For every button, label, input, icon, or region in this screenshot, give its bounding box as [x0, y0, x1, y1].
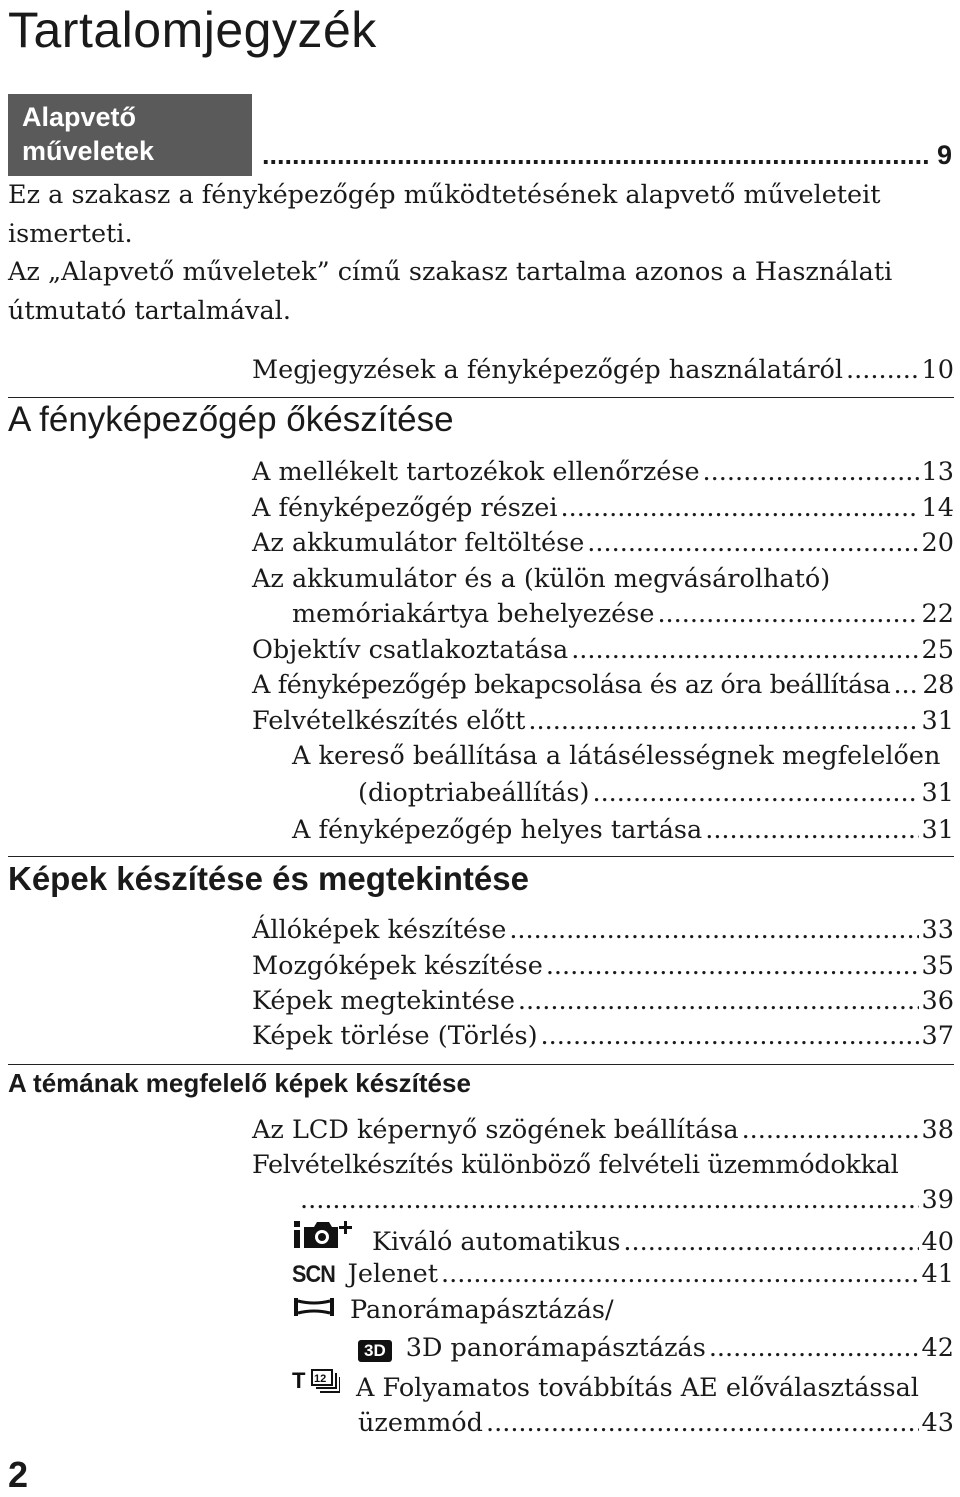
toc-entry-line[interactable]	[292, 1292, 954, 1328]
dot-leader	[561, 490, 919, 526]
toc-entry-line[interactable]: Felvételkészítés különböző felvételi üzemmódokkal	[252, 1150, 899, 1180]
sweep-panorama-icon	[292, 1292, 336, 1328]
entry-label: Megjegyzések a fényképezőgép használatáról	[252, 355, 844, 385]
dot-leader	[657, 596, 918, 632]
section-heading: Képek készítése és megtekintése	[8, 860, 529, 897]
dot-leader	[592, 775, 918, 811]
page-ref: 42	[921, 1333, 954, 1363]
dot-leader	[541, 1018, 919, 1054]
toc-entry[interactable]	[252, 525, 954, 561]
entry-label: Panorámapásztázás/	[350, 1295, 614, 1325]
basic-operations-intro	[8, 176, 953, 330]
dot-leader	[623, 1224, 918, 1260]
entry-label: Kiváló automatikus	[372, 1227, 621, 1257]
toc-entry[interactable]	[252, 490, 954, 526]
dot-leader	[742, 1112, 919, 1148]
basic-operations-leader	[262, 138, 952, 172]
entry-label: A Folyamatos továbbítás AE előválasztással	[356, 1373, 919, 1403]
toc-entry[interactable]	[252, 948, 954, 984]
dot-leader	[509, 912, 918, 948]
entry-label: Az LCD képernyő szögének beállítása	[252, 1115, 739, 1145]
page-ref: 37	[921, 1021, 954, 1051]
dot-leader	[846, 352, 919, 388]
toc-entry[interactable]	[292, 1256, 954, 1293]
entry-label: 3D panorámapásztázás	[405, 1333, 706, 1363]
entry-label: A fényképezőgép részei	[252, 493, 558, 523]
svg-text:12: 12	[314, 1373, 327, 1385]
entry-label: Képek törlése (Törlés)	[252, 1021, 538, 1051]
intro-paragraph-1: Ez a szakasz a fényképezőgép működtetésének alapvető műveleteit ismerteti.	[8, 180, 881, 249]
toc-entry[interactable]	[252, 667, 954, 703]
page-ref: 41	[921, 1259, 954, 1289]
entry-label: A mellékelt tartozékok ellenőrzése	[252, 457, 700, 487]
entry-label: Felvételkészítés előtt	[252, 706, 526, 736]
page-ref: 38	[921, 1115, 954, 1145]
dot-leader	[893, 667, 919, 703]
page-ref: 31	[921, 815, 954, 845]
page-ref: 13	[921, 457, 954, 487]
scn-icon: SCN	[292, 1261, 335, 1288]
dot-leader	[587, 525, 918, 561]
badge-line-2: műveletek	[22, 136, 155, 166]
page-ref: 22	[921, 599, 954, 629]
page-ref: 35	[921, 951, 954, 981]
3d-icon: 3D	[358, 1340, 392, 1362]
section-heading: A fényképezőgép őkészítése	[8, 400, 454, 439]
dot-leader	[518, 983, 919, 1019]
svg-text:T: T	[292, 1368, 306, 1393]
toc-entry[interactable]	[252, 1018, 954, 1054]
page-ref: 28	[922, 670, 954, 700]
page-ref: 33	[921, 915, 954, 945]
toc-entry[interactable]	[252, 703, 954, 739]
page-ref: 40	[921, 1227, 954, 1257]
toc-entry[interactable]	[300, 1182, 954, 1218]
page-ref[interactable]: 9	[936, 140, 952, 170]
page-ref: 14	[921, 493, 954, 523]
page-ref: 31	[921, 706, 954, 736]
entry-label: Az akkumulátor feltöltése	[252, 528, 585, 558]
page-ref: 10	[921, 355, 954, 385]
entry-label: Képek megtekintése	[252, 986, 515, 1016]
toc-entry[interactable]	[252, 983, 954, 1019]
dot-leader	[703, 454, 919, 490]
dot-leader	[486, 1405, 919, 1441]
dot-leader	[571, 632, 918, 668]
section-heading: A témának megfelelő képek készítése	[8, 1068, 471, 1098]
page-number: 2	[8, 1454, 29, 1495]
toc-entry[interactable]	[292, 596, 954, 632]
dot-leader	[709, 1330, 919, 1366]
entry-label: Állóképek készítése	[252, 915, 507, 945]
entry-label: A fényképezőgép helyes tartása	[292, 815, 703, 845]
continuous-advance-priority-ae-icon	[292, 1368, 340, 1406]
badge-line-1: Alapvető	[22, 102, 137, 132]
dot-leader	[528, 703, 918, 739]
page-ref: 43	[921, 1408, 954, 1438]
intro-paragraph-2: Az „Alapvető műveletek” című szakasz tartalma azonos a Használati útmutató tartalmával.	[8, 257, 893, 326]
dot-leader	[705, 812, 918, 848]
dot-leader	[441, 1256, 919, 1292]
page-ref: 31	[921, 778, 954, 808]
entry-label: Jelenet	[347, 1259, 438, 1289]
toc-entry[interactable]	[358, 1405, 954, 1441]
toc-entry[interactable]	[252, 632, 954, 668]
intelligent-auto-plus-icon	[292, 1218, 356, 1260]
toc-entry[interactable]	[358, 1330, 954, 1366]
dot-leader	[262, 138, 931, 172]
toc-entry[interactable]	[252, 1112, 954, 1148]
toc-entry[interactable]	[292, 1218, 954, 1260]
page-ref: 25	[921, 635, 954, 665]
entry-label: üzemmód	[358, 1408, 483, 1438]
page-title: Tartalomjegyzék	[8, 2, 377, 58]
toc-entry[interactable]	[292, 812, 954, 848]
toc-entry-line[interactable]: Az akkumulátor és a (külön megvásárolható)	[252, 564, 831, 594]
section-badge-basic-operations[interactable]	[8, 94, 252, 176]
entry-label: Objektív csatlakoztatása	[252, 635, 569, 665]
page-ref: 20	[921, 528, 954, 558]
page-ref: 36	[921, 986, 954, 1016]
toc-entry[interactable]	[252, 454, 954, 490]
entry-label: memóriakártya behelyezése	[292, 599, 655, 629]
entry-label: A fényképezőgép bekapcsolása és az óra beállítása	[252, 670, 891, 700]
toc-entry[interactable]	[358, 775, 954, 811]
toc-entry[interactable]	[252, 912, 954, 948]
page-ref: 39	[921, 1185, 954, 1215]
dot-leader	[546, 948, 919, 984]
entry-label: Mozgóképek készítése	[252, 951, 543, 981]
toc-entry[interactable]	[252, 352, 954, 388]
toc-entry-line[interactable]: A kereső beállítása a látásélességnek megfelelően	[292, 741, 941, 771]
dot-leader	[300, 1182, 919, 1218]
toc-entry-line[interactable]	[292, 1368, 954, 1406]
entry-label: (dioptriabeállítás)	[358, 778, 590, 808]
